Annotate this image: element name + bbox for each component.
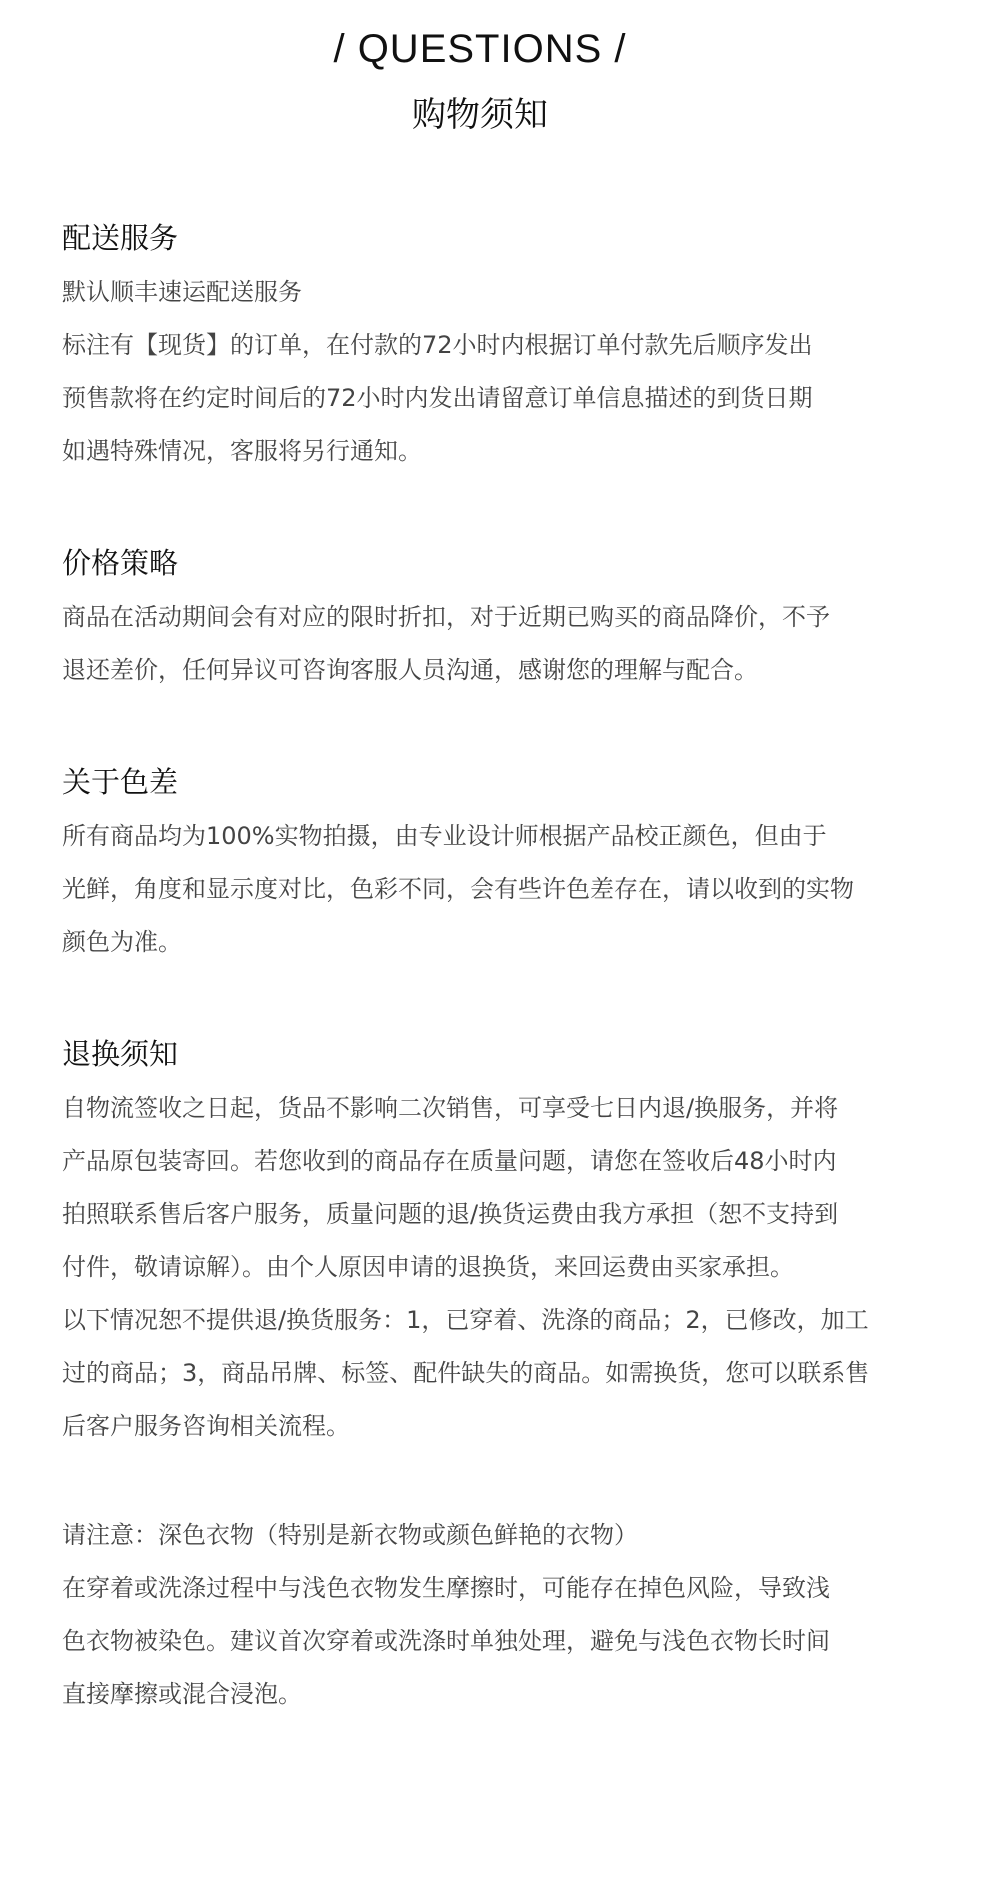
section-title: 配送服务 <box>62 221 179 255</box>
section-color-difference <box>62 754 942 969</box>
section-line: 拍照联系售后客户服务，质量问题的退/换货运费由我方承担（恕不支持到 <box>62 1200 839 1228</box>
section-title: 价格策略 <box>62 546 179 580</box>
section-delivery <box>62 210 942 478</box>
dark-clothing-note <box>62 1509 942 1721</box>
section-line: 退还差价，任何异议可咨询客服人员沟通，感谢您的理解与配合。 <box>62 656 758 684</box>
section-line: 默认顺丰速运配送服务 <box>62 278 302 306</box>
section-line: 付件，敬请谅解）。由个人原因申请的退换货，来回运费由买家承担。 <box>62 1253 794 1281</box>
section-title: 关于色差 <box>62 765 179 799</box>
section-line: 自物流签收之日起，货品不影响二次销售，可享受七日内退/换服务，并将 <box>62 1094 839 1122</box>
section-line: 商品在活动期间会有对应的限时折扣，对于近期已购买的商品降价，不予 <box>62 603 830 631</box>
section-pricing <box>62 535 942 697</box>
section-line: 产品原包装寄回。若您收到的商品存在质量问题，请您在签收后48小时内 <box>62 1147 837 1175</box>
section-line: 颜色为准。 <box>62 928 182 956</box>
section-title: 退换须知 <box>62 1037 179 1071</box>
section-returns <box>62 1026 942 1453</box>
section-line: 预售款将在约定时间后的72小时内发出请留意订单信息描述的到货日期 <box>62 384 813 412</box>
note-line: 在穿着或洗涤过程中与浅色衣物发生摩擦时，可能存在掉色风险，导致浅 <box>62 1574 830 1602</box>
note-line: 请注意：深色衣物（特别是新衣物或颜色鲜艳的衣物） <box>62 1521 638 1549</box>
notice-content <box>62 210 942 1781</box>
note-line: 直接摩擦或混合浸泡。 <box>62 1680 302 1708</box>
page-header <box>0 20 960 140</box>
section-line: 光鲜，角度和显示度对比，色彩不同，会有些许色差存在，请以收到的实物 <box>62 875 854 903</box>
page-title: / QUESTIONS / <box>333 27 627 71</box>
page-subtitle: 购物须知 <box>412 95 548 135</box>
section-line: 标注有【现货】的订单，在付款的72小时内根据订单付款先后顺序发出 <box>62 331 813 359</box>
section-line: 过的商品；3，商品吊牌、标签、配件缺失的商品。如需换货，您可以联系售 <box>62 1359 870 1387</box>
section-line: 如遇特殊情况，客服将另行通知。 <box>62 437 422 465</box>
section-line: 以下情况恕不提供退/换货服务：1，已穿着、洗涤的商品；2，已修改，加工 <box>62 1306 869 1334</box>
note-line: 色衣物被染色。建议首次穿着或洗涤时单独处理，避免与浅色衣物长时间 <box>62 1627 830 1655</box>
section-line: 所有商品均为100%实物拍摄，由专业设计师根据产品校正颜色，但由于 <box>62 822 827 850</box>
section-line: 后客户服务咨询相关流程。 <box>62 1412 350 1440</box>
